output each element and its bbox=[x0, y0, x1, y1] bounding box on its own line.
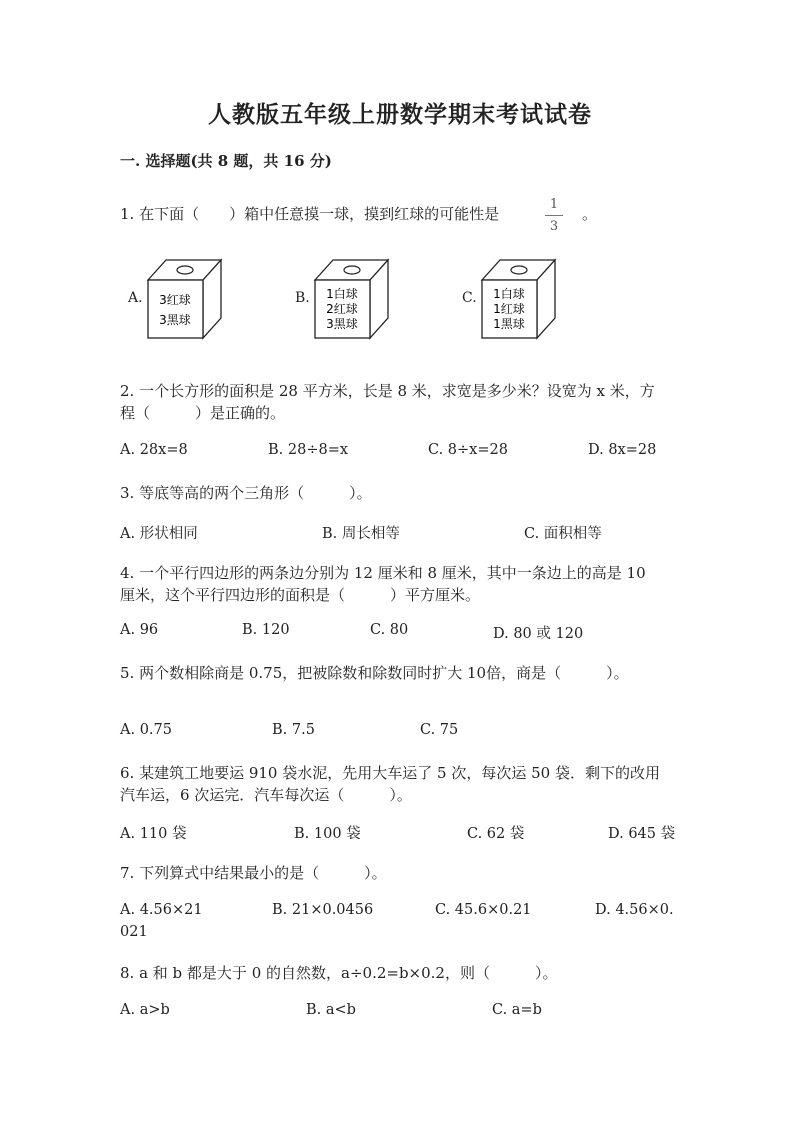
question-7-text: 7. 下列算式中结果最小的是（ ）。 bbox=[120, 864, 387, 882]
q2-option-a: A. 28x=8 bbox=[120, 442, 188, 458]
question-6-line-2: 汽车运，6 次运完．汽车每次运（ ）。 bbox=[120, 786, 412, 804]
question-6-line-1: 6. 某建筑工地要运 910 袋水泥，先用大车运了 5 次，每次运 50 袋．剩下的改用 bbox=[120, 764, 660, 782]
question-1-end: 。 bbox=[582, 205, 598, 223]
q6-option-a: A. 110 袋 bbox=[120, 826, 187, 842]
fraction-bar bbox=[545, 215, 563, 216]
q4-option-c: C. 80 bbox=[370, 622, 409, 638]
q7-option-a: A. 4.56×21 bbox=[120, 902, 203, 918]
question-1-text: 1. 在下面（ ）箱中任意摸一球，摸到红球的可能性是 bbox=[120, 205, 500, 223]
box-b-line-2: 2红球 bbox=[326, 302, 358, 316]
box-c-label: C. bbox=[462, 290, 477, 306]
q6-option-b: B. 100 袋 bbox=[294, 826, 361, 842]
fraction-denominator: 3 bbox=[549, 219, 559, 234]
question-3-text: 3. 等底等高的两个三角形（ ）。 bbox=[120, 484, 372, 502]
box-a-icon bbox=[146, 258, 224, 340]
box-a-line-1: 3红球 bbox=[159, 293, 191, 307]
q2-option-b: B. 28÷8=x bbox=[268, 442, 349, 458]
question-5-text: 5. 两个数相除商是 0.75，把被除数和除数同时扩大 10倍，商是（ ）。 bbox=[120, 664, 629, 682]
box-b-line-3: 3黑球 bbox=[326, 317, 358, 331]
q7-option-b: B. 21×0.0456 bbox=[272, 902, 374, 918]
page-title: 人教版五年级上册数学期末考试试卷 bbox=[208, 101, 592, 128]
q4-option-d: D. 80 或 120 bbox=[493, 626, 584, 642]
q7-option-d-wrap: 021 bbox=[120, 924, 148, 940]
q8-option-b: B. a<b bbox=[306, 1002, 356, 1018]
box-a-line-2: 3黑球 bbox=[159, 313, 191, 327]
box-c-icon bbox=[480, 258, 558, 340]
q3-option-c: C. 面积相等 bbox=[524, 526, 602, 542]
q6-option-c: C. 62 袋 bbox=[467, 826, 525, 842]
q6-option-d: D. 645 袋 bbox=[608, 826, 676, 842]
question-2-line-2: 程（ ）是正确的。 bbox=[120, 404, 286, 422]
q5-option-a: A. 0.75 bbox=[120, 722, 172, 738]
q8-option-c: C. a=b bbox=[492, 1002, 542, 1018]
question-4-line-2: 厘米，这个平行四边形的面积是（ ）平方厘米。 bbox=[120, 586, 481, 604]
box-c-line-2: 1红球 bbox=[493, 302, 525, 316]
fraction-one-third bbox=[545, 197, 563, 234]
q7-option-d: D. 4.56×0. bbox=[595, 902, 674, 918]
q5-option-b: B. 7.5 bbox=[272, 722, 315, 738]
q4-option-b: B. 120 bbox=[242, 622, 290, 638]
question-2-line-1: 2. 一个长方形的面积是 28 平方米，长是 8 米，求宽是多少米？设宽为 x 米，方 bbox=[120, 382, 655, 400]
q5-option-c: C. 75 bbox=[420, 722, 459, 738]
fraction-numerator: 1 bbox=[549, 197, 559, 212]
q8-option-a: A. a>b bbox=[120, 1002, 170, 1018]
q2-option-d: D. 8x=28 bbox=[588, 442, 657, 458]
q4-option-a: A. 96 bbox=[120, 622, 159, 638]
box-a-label: A. bbox=[128, 290, 143, 306]
box-b-line-1: 1白球 bbox=[326, 287, 358, 301]
q3-option-a: A. 形状相同 bbox=[120, 526, 198, 542]
box-c-line-3: 1黑球 bbox=[493, 317, 525, 331]
question-4-line-1: 4. 一个平行四边形的两条边分别为 12 厘米和 8 厘米，其中一条边上的高是 10 bbox=[120, 564, 646, 582]
q7-option-c: C. 45.6×0.21 bbox=[435, 902, 532, 918]
q3-option-b: B. 周长相等 bbox=[322, 526, 400, 542]
question-8-text: 8. a 和 b 都是大于 0 的自然数，a÷0.2=b×0.2，则（ ）。 bbox=[120, 964, 558, 982]
box-b-label: B. bbox=[295, 290, 310, 306]
q2-option-c: C. 8÷x=28 bbox=[428, 442, 508, 458]
box-b-icon bbox=[313, 258, 391, 340]
section-heading: 一. 选择题(共 8 题，共 16 分) bbox=[120, 152, 332, 170]
box-c-line-1: 1白球 bbox=[493, 287, 525, 301]
